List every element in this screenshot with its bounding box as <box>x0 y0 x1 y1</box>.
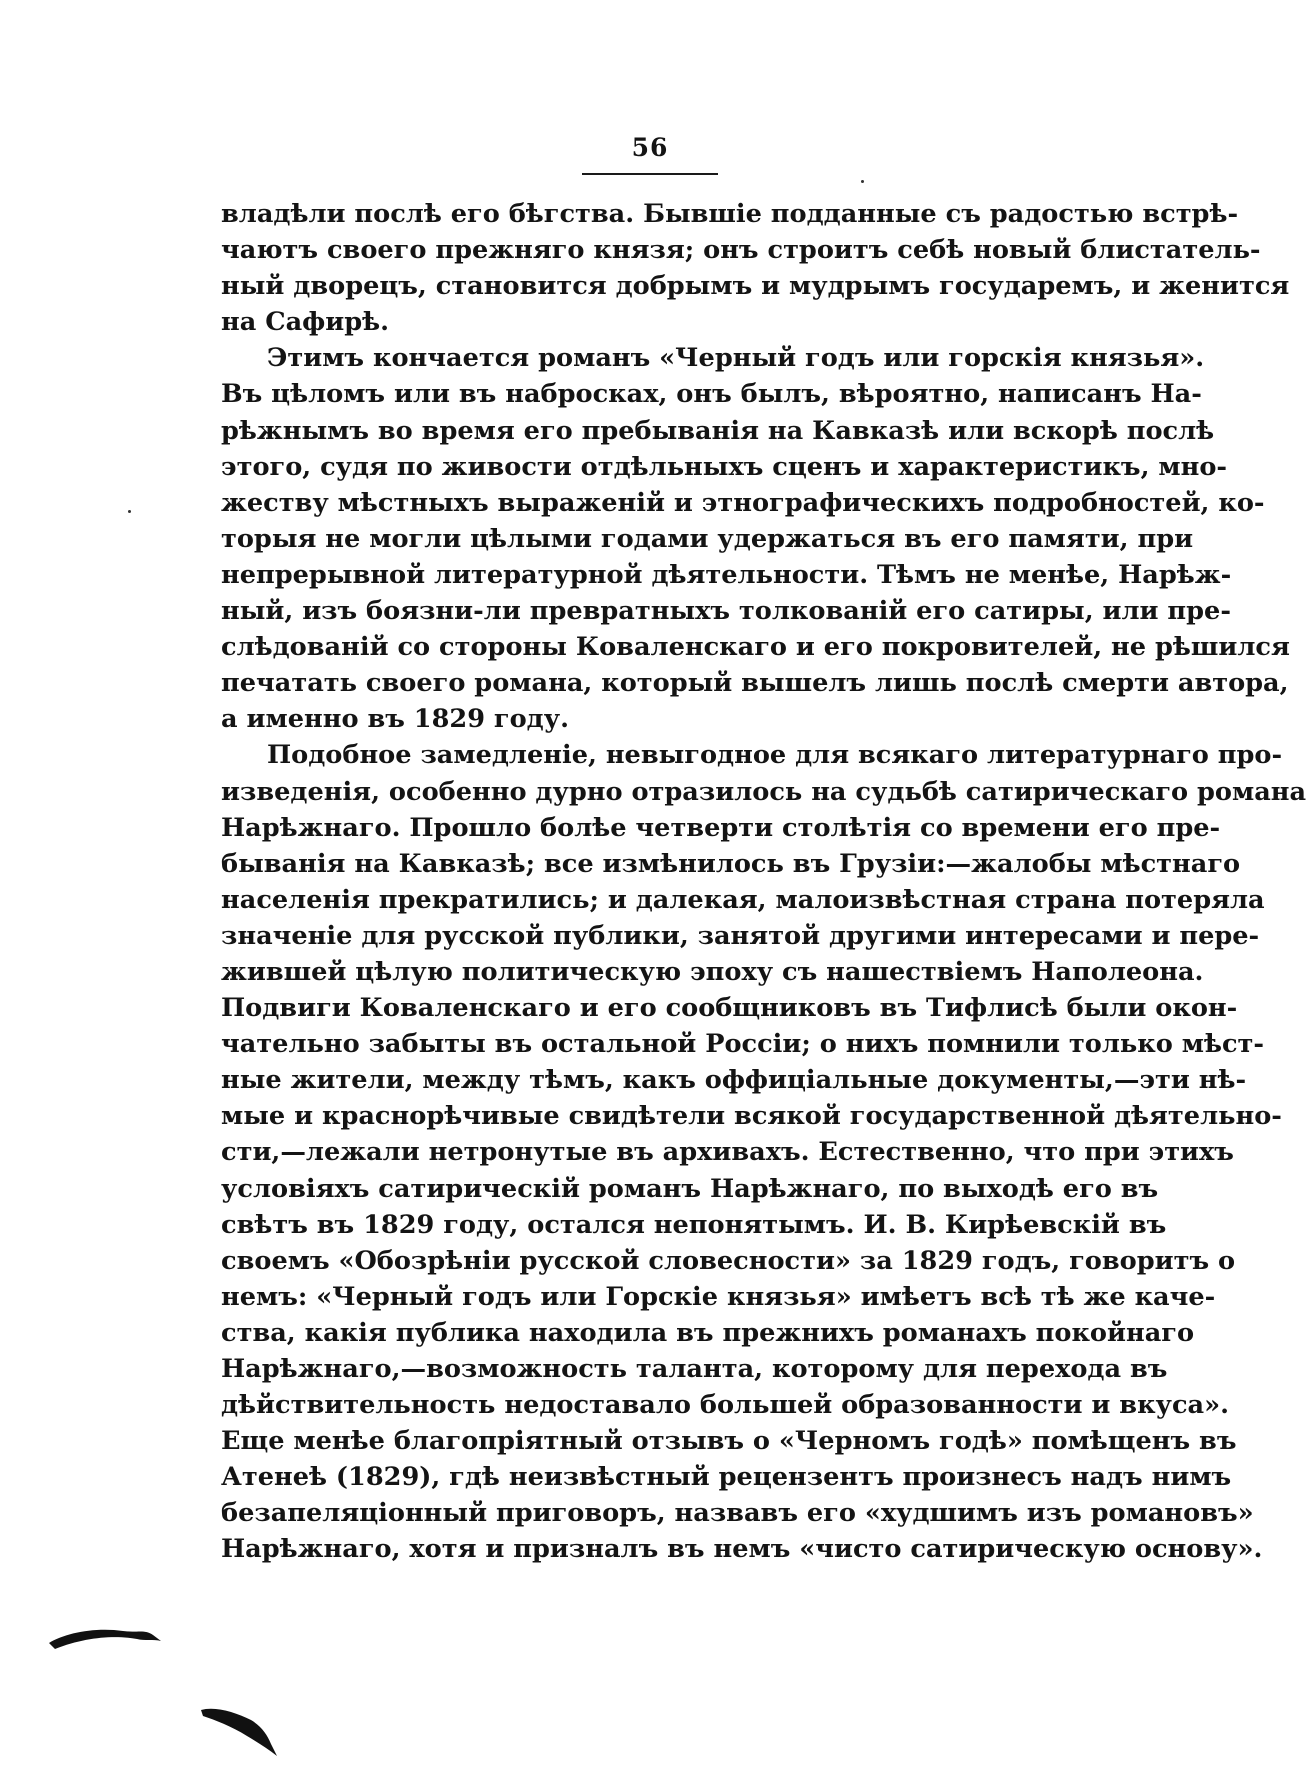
text-line: значеніе для русской публики, занятой другими интересами и пере- <box>221 920 1260 951</box>
text-line: Еще менѣе благопріятный отзывъ о «Черномъ годѣ» помѣщенъ въ <box>221 1426 1237 1457</box>
text-line: а именно въ 1829 году. <box>221 704 570 735</box>
text-line: немъ: «Черный годъ или Горскіе князья» имѣетъ всѣ тѣ же каче- <box>221 1281 1216 1312</box>
text-line: ства, какія публика находила въ прежнихъ романахъ покойнаго <box>221 1317 1195 1348</box>
text-line: условіяхъ сатирическій романъ Нарѣжнаго, по выходѣ его въ <box>221 1173 1159 1204</box>
text-line: быванія на Кавказѣ; все измѣнилось въ Грузіи:—жалобы мѣстнаго <box>221 848 1241 879</box>
page-number: 56 <box>631 133 669 162</box>
text-line: Нарѣжнаго,—возможность таланта, которому для перехода въ <box>221 1354 1168 1384</box>
text-line: свѣтъ въ 1829 году, остался непонятымъ. И. В. Кирѣевскій въ <box>221 1209 1167 1240</box>
stray-mark <box>861 180 864 183</box>
text-line: Атенеѣ (1829), гдѣ неизвѣстный рецензентъ произнесъ надъ нимъ <box>221 1462 1232 1493</box>
text-line: безапеляціонный приговоръ, назвавъ его «худшимъ изъ романовъ» <box>221 1498 1254 1529</box>
text-line: мые и краснорѣчивые свидѣтели всякой государственной дѣятельно- <box>221 1101 1282 1132</box>
text-line: ный, изъ боязни-ли превратныхъ толкованій его сатиры, или пре- <box>221 596 1231 627</box>
text-line: сти,—лежали нетронутые въ архивахъ. Естественно, что при этихъ <box>221 1137 1234 1168</box>
text-line: непрерывной литературной дѣятельности. Тѣмъ не менѣе, Нарѣж- <box>221 559 1232 590</box>
text-line: Подобное замедленіе, невыгодное для всякаго литературнаго про- <box>267 740 1283 771</box>
text-line: Въ цѣломъ или въ набросках, онъ былъ, вѣроятно, написанъ На- <box>221 379 1202 410</box>
text-line: ные жители, между тѣмъ, какъ оффиціальные документы,—эти нѣ- <box>221 1065 1247 1096</box>
ink-smudge-upper <box>45 1615 165 1655</box>
text-line: изведенія, особенно дурно отразилось на судьбѣ сатирическаго романа <box>221 776 1306 807</box>
text-line: своемъ «Обозрѣніи русской словесности» за 1829 годъ, говоритъ о <box>221 1245 1236 1276</box>
text-line: печатать своего романа, который вышелъ лишь послѣ смерти автора, <box>221 668 1289 699</box>
text-line: населенія прекратились; и далекая, малоизвѣстная страна потеряла <box>221 884 1265 915</box>
text-line: этого, судя по живости отдѣльныхъ сценъ и характеристикъ, мно- <box>221 451 1228 482</box>
text-line: Этимъ кончается романъ «Черный годъ или горскія князья». <box>267 343 1205 374</box>
text-line: Подвиги Коваленскаго и его сообщниковъ въ Тифлисѣ были окон- <box>221 993 1238 1024</box>
text-line: Нарѣжнаго. Прошло болѣе четверти столѣтія со времени его пре- <box>221 812 1221 843</box>
text-line: владѣли послѣ его бѣгства. Бывшіе подданные съ радостью встрѣ- <box>221 199 1239 229</box>
text-line: слѣдованій со стороны Коваленскаго и его покровителей, не рѣшился <box>221 632 1290 663</box>
text-line: Нарѣжнаго, хотя и призналъ въ немъ «чисто сатирическую основу». <box>221 1534 1263 1565</box>
text-line: дѣйствительность недоставало большей образованности и вкуса». <box>221 1390 1230 1421</box>
text-line: на Сафирѣ. <box>221 307 390 338</box>
stray-mark <box>128 510 131 513</box>
text-line: ный дворецъ, становится добрымъ и мудрымъ государемъ, и женится <box>221 271 1290 302</box>
text-line: жеству мѣстныхъ выраженій и этнографическихъ подробностей, ко- <box>221 487 1265 518</box>
ink-smudge-lower <box>195 1700 285 1760</box>
page-number-rule <box>582 173 718 175</box>
text-line: торыя не могли цѣлыми годами удержаться въ его памяти, при <box>221 523 1194 554</box>
paragraph-3 <box>221 737 1306 1567</box>
text-line: рѣжнымъ во время его пребыванія на Кавказѣ или вскорѣ послѣ <box>221 415 1215 446</box>
body-text <box>221 196 1306 1568</box>
text-line: жившей цѣлую политическую эпоху съ нашествіемъ Наполеона. <box>221 956 1204 987</box>
text-line: чаютъ своего прежняго князя; онъ строитъ себѣ новый блистатель- <box>221 235 1261 266</box>
text-line: чательно забыты въ остальной Россіи; о нихъ помнили только мѣст- <box>221 1029 1265 1060</box>
paragraph-2 <box>221 340 1290 737</box>
paragraph-1 <box>221 196 1290 340</box>
